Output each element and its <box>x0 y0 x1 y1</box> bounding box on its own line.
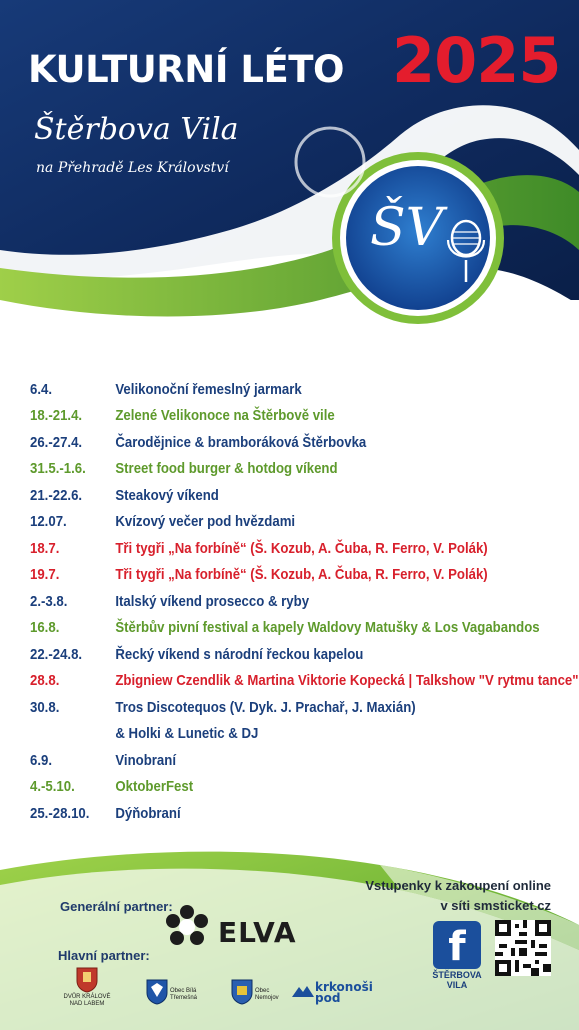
event-title: Velikonoční řemeslný jarmark <box>115 380 302 398</box>
venue-name: Štěrbova Vila <box>34 112 239 147</box>
bila-tremesna-crest-icon <box>146 979 168 1005</box>
event-title: Tros Discotequos (V. Dyk. J. Prachař, J. Maxián) <box>115 698 416 716</box>
tickets-info <box>365 876 551 916</box>
event-row <box>30 403 567 430</box>
general-partner-name: ELVA <box>218 916 297 949</box>
facebook-label-line-2: VILA <box>446 980 468 990</box>
event-date: 16.8. <box>30 619 60 637</box>
event-row <box>30 694 567 721</box>
event-row <box>30 509 567 536</box>
event-date: 25.-28.10. <box>30 804 90 822</box>
events-list <box>30 376 579 827</box>
partner-dvur-kralove: DVŮR KRÁLOVÉ NAD LABEM <box>63 994 111 1007</box>
event-date: 21.-22.6. <box>30 486 83 504</box>
event-title: Zelené Velikonoce na Štěrbově vile <box>115 407 335 425</box>
krkonose-mountain-icon <box>292 984 314 998</box>
event-date: 4.-5.10. <box>30 778 75 796</box>
header-banner <box>0 0 579 360</box>
event-row <box>30 456 567 483</box>
event-row <box>30 376 567 403</box>
event-row <box>30 774 567 801</box>
event-row <box>30 747 567 774</box>
poster-year: 2025 <box>392 24 561 97</box>
event-date: 6.9. <box>30 751 53 769</box>
facebook-label-line-1: ŠTĚRBOVA <box>432 970 482 980</box>
tickets-line-2: v síti smsticket.cz <box>440 898 551 913</box>
event-title: Italský víkend prosecco & ryby <box>115 592 310 610</box>
event-date: 31.5.-1.6. <box>30 460 86 478</box>
event-title: Dýňobraní <box>115 804 181 822</box>
partner-krkonose-line-2: pod <box>315 991 341 1005</box>
event-title: Řecký víkend s národní řeckou kapelou <box>115 645 364 663</box>
event-row <box>30 429 567 456</box>
dvur-kralove-crest-icon <box>76 967 98 993</box>
event-row <box>30 562 567 589</box>
event-date: 26.-27.4. <box>30 433 83 451</box>
partner-nemojov: Obec Nemojov <box>255 988 279 1001</box>
event-title: Čarodějnice & bramboráková Štěrbovka <box>115 433 367 451</box>
event-title: Tři tygři „Na forbíně“ (Š. Kozub, A. Čuba, R. Ferro, V. Polák) <box>115 539 488 557</box>
facebook-icon[interactable]: f <box>433 921 481 969</box>
partner-krkonose-line-1: krkonoši <box>315 980 373 994</box>
main-partner-label: Hlavní partner: <box>58 948 150 963</box>
event-title: Zbigniew Czendlik & Martina Viktorie Kopecká | Talkshow "V rytmu tance" <box>115 672 579 690</box>
general-partner-label: Generální partner: <box>60 899 173 914</box>
event-date: 2.-3.8. <box>30 592 68 610</box>
nemojov-crest-icon <box>231 979 253 1005</box>
event-title: OktoberFest <box>115 778 194 796</box>
event-date: 28.8. <box>30 672 60 690</box>
event-date: 12.07. <box>30 513 67 531</box>
event-title: Street food burger & hotdog víkend <box>115 460 338 478</box>
event-date: 18.-21.4. <box>30 407 83 425</box>
event-row <box>30 641 567 668</box>
qr-code <box>495 920 551 976</box>
event-row <box>30 615 567 642</box>
event-row <box>30 721 567 748</box>
partner-krkonose <box>315 982 373 1004</box>
event-title: Steakový víkend <box>115 486 219 504</box>
event-row <box>30 800 567 827</box>
tickets-line-1: Vstupenky k zakoupení online <box>365 878 551 893</box>
venue-subtitle: na Přehradě Les Království <box>36 160 229 176</box>
event-row <box>30 588 567 615</box>
poster-title: KULTURNÍ LÉTO <box>28 48 344 91</box>
event-title: Štěrbův pivní festival a kapely Waldovy Matušky & Los Vagabandos <box>115 619 540 637</box>
event-row <box>30 535 567 562</box>
event-title: Vinobraní <box>115 751 176 769</box>
event-title: Tři tygři „Na forbíně“ (Š. Kozub, A. Čuba, R. Ferro, V. Polák) <box>115 566 488 584</box>
event-date: 18.7. <box>30 539 60 557</box>
event-date: 19.7. <box>30 566 60 584</box>
event-date: 22.-24.8. <box>30 645 83 663</box>
facebook-label <box>426 970 488 990</box>
event-date: 6.4. <box>30 380 53 398</box>
event-title: Kvízový večer pod hvězdami <box>115 513 296 531</box>
event-title: & Holki & Lunetic & DJ <box>115 725 259 743</box>
event-row <box>30 482 567 509</box>
partner-bila-tremesna: Obec Bílá Třemešná <box>170 988 198 1001</box>
venue-logo-initials: ŠV <box>370 198 444 258</box>
event-row <box>30 668 579 695</box>
event-date: 30.8. <box>30 698 60 716</box>
